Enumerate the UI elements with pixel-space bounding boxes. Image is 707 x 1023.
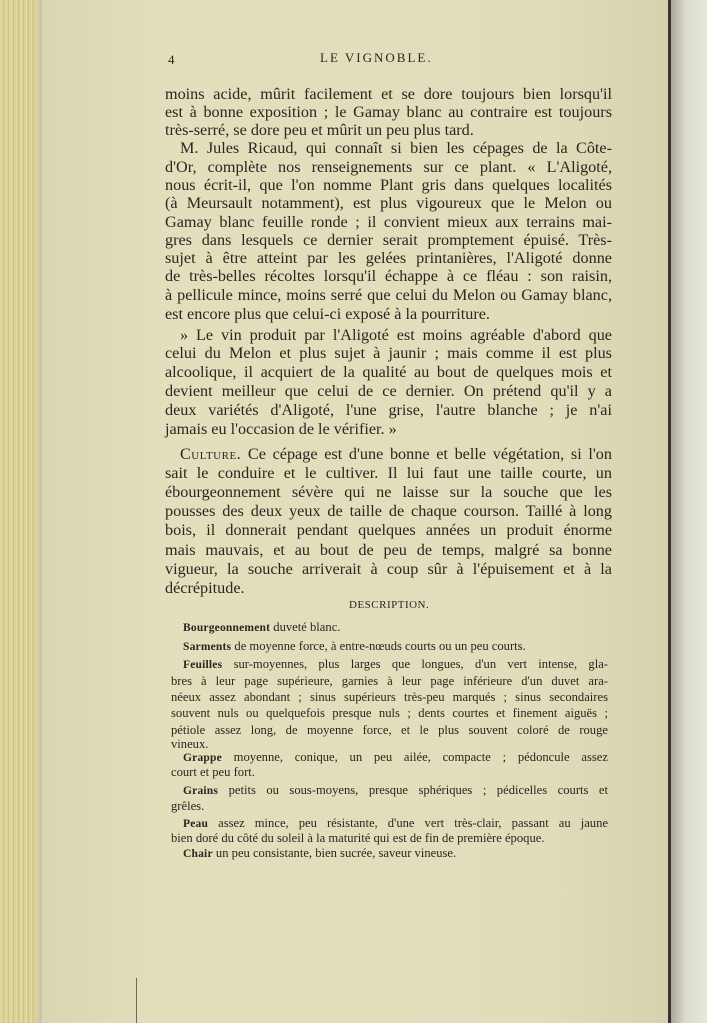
line-text: néeux assez abondant ; sinus supérieurs très-peu marqués ; sinus secondaires [171,690,608,704]
text-line [165,522,612,538]
line-text: devient meilleur que celui de ce dernier. On prétend qu'il y a [165,382,612,400]
description-line [183,751,608,765]
line-text: jamais eu l'occasion de le vérifier. » [165,420,397,438]
line-text: court et peu fort. [171,765,255,779]
line-text: alcoolique, il acquiert de la qualité au bout de quelques mois et [165,363,612,381]
line-text: est encore plus que celui-ci exposé à la pourriture. [165,305,490,323]
text-line [165,345,612,361]
line-text: décrépitude. [165,579,245,597]
text-line [165,561,612,577]
text-line [165,503,612,519]
line-text: Ce cépage est d'une bonne et belle végétation, si l'on [241,445,612,463]
line-text: bois, il donnerait pendant quelques années un produit énorme [165,521,612,539]
line-text: très-serré, se dore peu et mûrit un peu plus tard. [165,121,474,139]
text-line [165,306,612,322]
line-text: vigueur, la souche arriverait à coup sûr à l'épuisement et à la [165,560,612,578]
text-line [165,122,612,138]
line-text: sujet à être atteint par les gelées printanières, l'Aligoté donne [165,249,612,267]
text-line [165,86,612,102]
text-line [165,177,612,193]
line-text: souvent nuls ou quelquefois presque nuls ; dents courtes et finement aiguës ; [171,706,608,720]
description-line [183,658,608,672]
page-stack-edges [0,0,42,1023]
text-line [180,327,612,343]
line-text: grêles. [171,799,205,813]
text-line [165,232,612,248]
description-term: Grains [183,785,219,797]
description-term: Feuilles [183,659,223,671]
line-text: sait le conduire et le cultiver. Il lui faut une taille courte, un [165,464,612,482]
text-line [165,402,612,418]
description-line [171,707,608,720]
line-text: deux variétés d'Aligoté, l'une grise, l'autre blanche ; je n'ai [165,401,612,419]
line-text: gres dans lesquels ce dernier serait promptement épuisé. Très- [165,231,612,249]
description-line [171,675,608,688]
text-line [165,268,612,284]
paragraph-lead: Culture. [180,445,242,463]
text-line [165,214,612,230]
text-line [165,421,612,437]
line-text: d'Or, complète nos renseignements sur ce plant. « L'Aligoté, [165,158,612,176]
line-text: mais mauvais, et au bout de peu de temps, malgré sa bonne [165,541,612,559]
text-line [165,580,612,596]
line-text: un peu consistante, bien sucrée, saveur vineuse. [212,846,457,860]
description-term: Grappe [183,752,222,764]
line-text: à pellicule mince, moins serré que celui du Melon ou Gamay blanc, [165,286,612,304]
line-text: » Le vin produit par l'Aligoté est moins agréable d'abord que [180,326,612,344]
text-line [165,484,612,500]
description-line [183,640,608,654]
description-line [171,832,608,845]
line-text: bres à leur page supérieure, garnies à leur page inférieure d'un duvet ara- [171,674,608,688]
text-line [165,104,612,120]
line-text: moyenne, conique, un peu ailée, compacte ; pédoncule assez [221,750,608,764]
margin-rule [136,978,137,1023]
line-text: vineux. [171,737,209,751]
description-title: DESCRIPTION. [349,599,430,611]
line-text: pétiole assez long, de moyenne force, et le plus souvent coloré de rouge [171,723,608,737]
description-line [183,784,608,798]
description-line [171,738,608,751]
line-text: M. Jules Ricaud, qui connaît si bien les cépages de la Côte- [180,139,612,157]
description-line [183,847,608,861]
description-line [171,724,608,737]
description-line [183,817,608,831]
text-line [165,159,612,175]
line-text: moins acide, mûrit facilement et se dore toujours bien lorsqu'il [165,85,612,103]
line-text: duveté blanc. [270,620,341,634]
text-line [165,250,612,266]
description-term: Chair [183,848,213,860]
line-text: petits ou sous-moyens, presque sphériques ; pédicelles courts et [218,783,608,797]
line-text: nous écrit-il, que l'on nomme Plant gris dans quelques localités [165,176,612,194]
text-line [165,287,612,303]
page-number: 4 [168,52,175,67]
text-line [165,364,612,380]
text-line [180,446,612,462]
text-line [165,383,612,399]
facing-page-edge [671,0,707,1023]
line-text: (à Meursault notamment), est plus vigoureux que le Melon ou [165,194,612,212]
description-term: Sarments [183,641,232,653]
text-line [180,140,612,156]
text-line [165,542,612,558]
line-text: de très-belles récoltes lorsqu'il échappe à ce fléau : son raisin, [165,267,612,285]
line-text: assez mince, peu résistante, d'une vert très-clair, passant au jaune [208,816,608,830]
line-text: est à bonne exposition ; le Gamay blanc au contraire est toujours [165,103,612,121]
line-text: pousses des deux yeux de taille de chaque courson. Taillé à long [165,502,612,520]
description-line [183,621,608,635]
description-line [171,691,608,704]
description-line [171,800,608,813]
line-text: ébourgeonnement sévère qui ne laisse sur la souche que les [165,483,612,501]
description-line [171,766,608,779]
text-line [165,195,612,211]
running-title: LE VIGNOBLE. [320,50,433,65]
text-line [165,465,612,481]
line-text: de moyenne force, à entre-nœuds courts ou un peu courts. [231,639,526,653]
line-text: bien doré du côté du soleil à la maturité qui est de fin de première époque. [171,831,545,845]
line-text: celui du Melon et plus sujet à jaunir ; mais comme il est plus [165,344,612,362]
description-term: Peau [183,818,209,830]
line-text: Gamay blanc feuille ronde ; il convient mieux aux terrains mai- [165,213,612,231]
description-term: Bourgeonnement [183,622,271,634]
line-text: sur-moyennes, plus larges que longues, d'un vert intense, gla- [222,657,608,671]
